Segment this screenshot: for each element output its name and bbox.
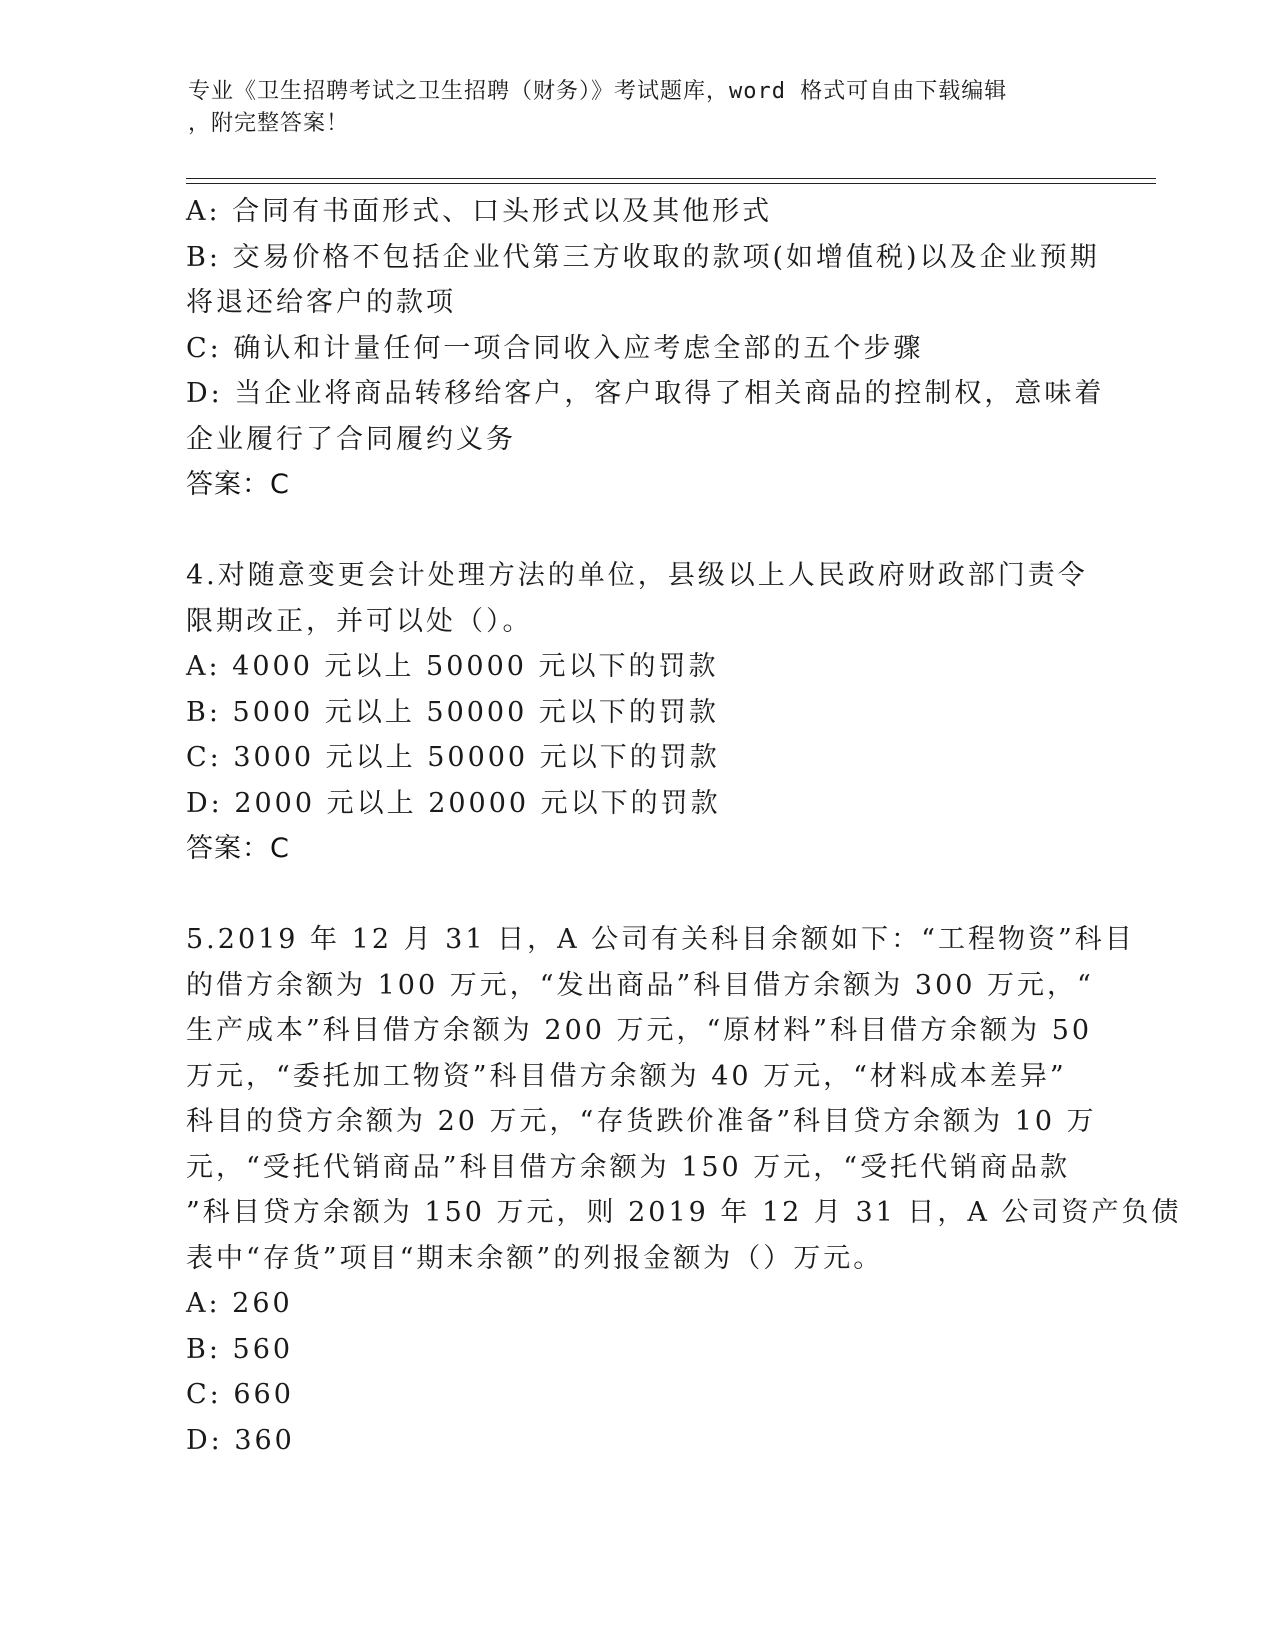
option-line: C: 确认和计量任何一项合同收入应考虑全部的五个步骤	[186, 332, 924, 364]
option-line: 将退还给客户的款项	[186, 287, 456, 318]
option-line: B: 交易价格不包括企业代第三方收取的款项(如增值税)以及企业预期	[186, 241, 1100, 273]
header-divider	[186, 183, 1156, 184]
option-line: 企业履行了合同履约义务	[186, 423, 516, 455]
option-line: A: 260	[186, 1288, 293, 1319]
option-line: B: 560	[186, 1333, 294, 1365]
option-line: A: 4000 元以上 50000 元以下的罚款	[186, 651, 719, 682]
question-4	[186, 553, 1088, 872]
option-line: D: 2000 元以上 20000 元以下的罚款	[186, 787, 721, 819]
spacer	[186, 872, 1076, 918]
question-stem-line: 万元，“委托加工物资”科目借方余额为 40 万元，“材料成本差异”	[186, 1060, 1067, 1092]
header-line: ，附完整答案！	[188, 111, 350, 136]
option-line: D: 360	[186, 1424, 295, 1456]
header-divider	[186, 178, 1156, 179]
question-stem-line: 元，“受托代销商品”科目借方余额为 150 万元，“受托代销商品款	[186, 1151, 1071, 1183]
document-body	[186, 189, 1182, 1463]
question-stem-line: 表中“存货”项目“期末余额”的列报金额为（）万元。	[186, 1242, 884, 1274]
option-line: C: 3000 元以上 50000 元以下的罚款	[186, 742, 720, 773]
question-stem-line: ”科目贷方余额为 150 万元，则 2019 年 12 月 31 日，A 公司资产负债	[186, 1197, 1182, 1228]
spacer	[186, 508, 1076, 554]
question-5	[186, 917, 1182, 1463]
page-header	[188, 76, 1068, 140]
answer-line: 答案：C	[186, 469, 290, 500]
question-stem-line: 4.对随意变更会计处理方法的单位，县级以上人民政府财政部门责令	[186, 560, 1088, 591]
option-line: B: 5000 元以上 50000 元以下的罚款	[186, 696, 719, 728]
option-line: C: 660	[186, 1379, 294, 1410]
question-3	[186, 189, 1105, 508]
option-line: D: 当企业将商品转移给客户，客户取得了相关商品的控制权，意味着	[186, 378, 1105, 409]
question-stem-line: 生产成本”科目借方余额为 200 万元，“原材料”科目借方余额为 50	[186, 1015, 1093, 1046]
answer-line: 答案：C	[186, 833, 290, 864]
question-stem-line: 5.2019 年 12 月 31 日，A 公司有关科目余额如下：“工程物资”科目	[186, 924, 1135, 955]
question-stem-line: 科目的贷方余额为 20 万元，“存货跌价准备”科目贷方余额为 10 万	[186, 1106, 1097, 1137]
question-stem-line: 的借方余额为 100 万元，“发出商品”科目借方余额为 300 万元，“	[186, 969, 1094, 1001]
option-line: A: 合同有书面形式、口头形式以及其他形式	[186, 196, 773, 227]
header-line: 专业《卫生招聘考试之卫生招聘（财务）》考试题库，word 格式可自由下载编辑	[188, 79, 1008, 104]
question-stem-line: 限期改正，并可以处（）。	[186, 605, 533, 637]
